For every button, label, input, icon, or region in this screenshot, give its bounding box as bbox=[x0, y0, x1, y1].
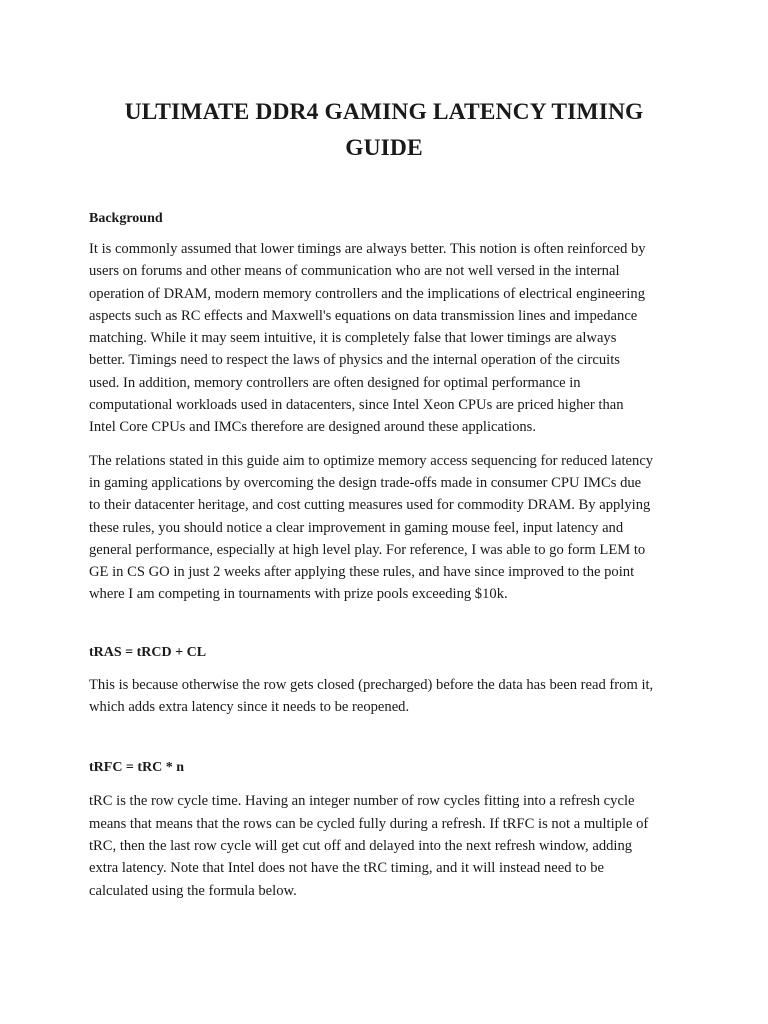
document-title bbox=[89, 94, 679, 166]
text-line: users on forums and other means of communication who are not well versed in the internal bbox=[89, 263, 620, 280]
text-line: to their datacenter heritage, and cost cutting measures used for commodity DRAM. By applying bbox=[89, 497, 651, 514]
text-line: tRC is the row cycle time. Having an integer number of row cycles fitting into a refresh cycle bbox=[89, 793, 635, 810]
text-line: The relations stated in this guide aim to optimize memory access sequencing for reduced latency bbox=[89, 452, 654, 469]
background-paragraph-1 bbox=[89, 238, 681, 439]
text-line: in gaming applications by overcoming the design trade-offs made in consumer CPU IMCs due bbox=[89, 474, 642, 491]
text-line: aspects such as RC effects and Maxwell's equations on data transmission lines and impedance bbox=[89, 307, 638, 324]
text-line: computational workloads used in datacenters, since Intel Xeon CPUs are priced higher than bbox=[89, 397, 624, 414]
text-line: calculated using the formula below. bbox=[89, 882, 297, 899]
text-line: which adds extra latency since it needs to be reopened. bbox=[89, 699, 410, 716]
text-line: Intel Core CPUs and IMCs therefore are designed around these applications. bbox=[89, 419, 537, 436]
text-line: tRC, then the last row cycle will get cut off and delayed into the next refresh window, adding bbox=[89, 837, 633, 854]
title-line-1: ULTIMATE DDR4 GAMING LATENCY TIMING bbox=[124, 99, 644, 125]
text-line: these rules, you should notice a clear improvement in gaming mouse feel, input latency and bbox=[89, 519, 624, 536]
text-line: used. In addition, memory controllers are often designed for optimal performance in bbox=[89, 374, 581, 391]
text-line: operation of DRAM, modern memory controllers and the implications of electrical engineering bbox=[89, 285, 646, 302]
text-line: general performance, especially at high level play. For reference, I was able to go form LEM to bbox=[89, 541, 646, 558]
text-line: better. Timings need to respect the laws of physics and the internal operation of the circuits bbox=[89, 352, 620, 369]
title-line-2: GUIDE bbox=[345, 135, 423, 161]
tras-paragraph bbox=[89, 674, 681, 719]
text-line: extra latency. Note that Intel does not have the tRC timing, and it will instead need to be bbox=[89, 860, 604, 877]
document-page bbox=[89, 0, 681, 902]
background-heading: Background bbox=[89, 211, 163, 226]
text-line: This is because otherwise the row gets closed (precharged) before the data has been read from it, bbox=[89, 676, 654, 693]
text-line: It is commonly assumed that lower timings are always better. This notion is often reinforced by bbox=[89, 241, 646, 257]
text-line: matching. While it may seem intuitive, it is completely false that lower timings are always bbox=[89, 330, 617, 347]
text-line: GE in CS GO in just 2 weeks after applying these rules, and have since improved to the point bbox=[89, 564, 635, 581]
tras-formula-heading: tRAS = tRCD + CL bbox=[89, 644, 207, 660]
text-line: where I am competing in tournaments with prize pools exceeding $10k. bbox=[89, 586, 508, 603]
background-paragraph-2 bbox=[89, 450, 681, 606]
text-line: means that means that the rows can be cycled fully during a refresh. If tRFC is not a multiple of bbox=[89, 815, 649, 832]
trfc-paragraph bbox=[89, 790, 681, 901]
trfc-formula-heading: tRFC = tRC * n bbox=[89, 760, 185, 776]
